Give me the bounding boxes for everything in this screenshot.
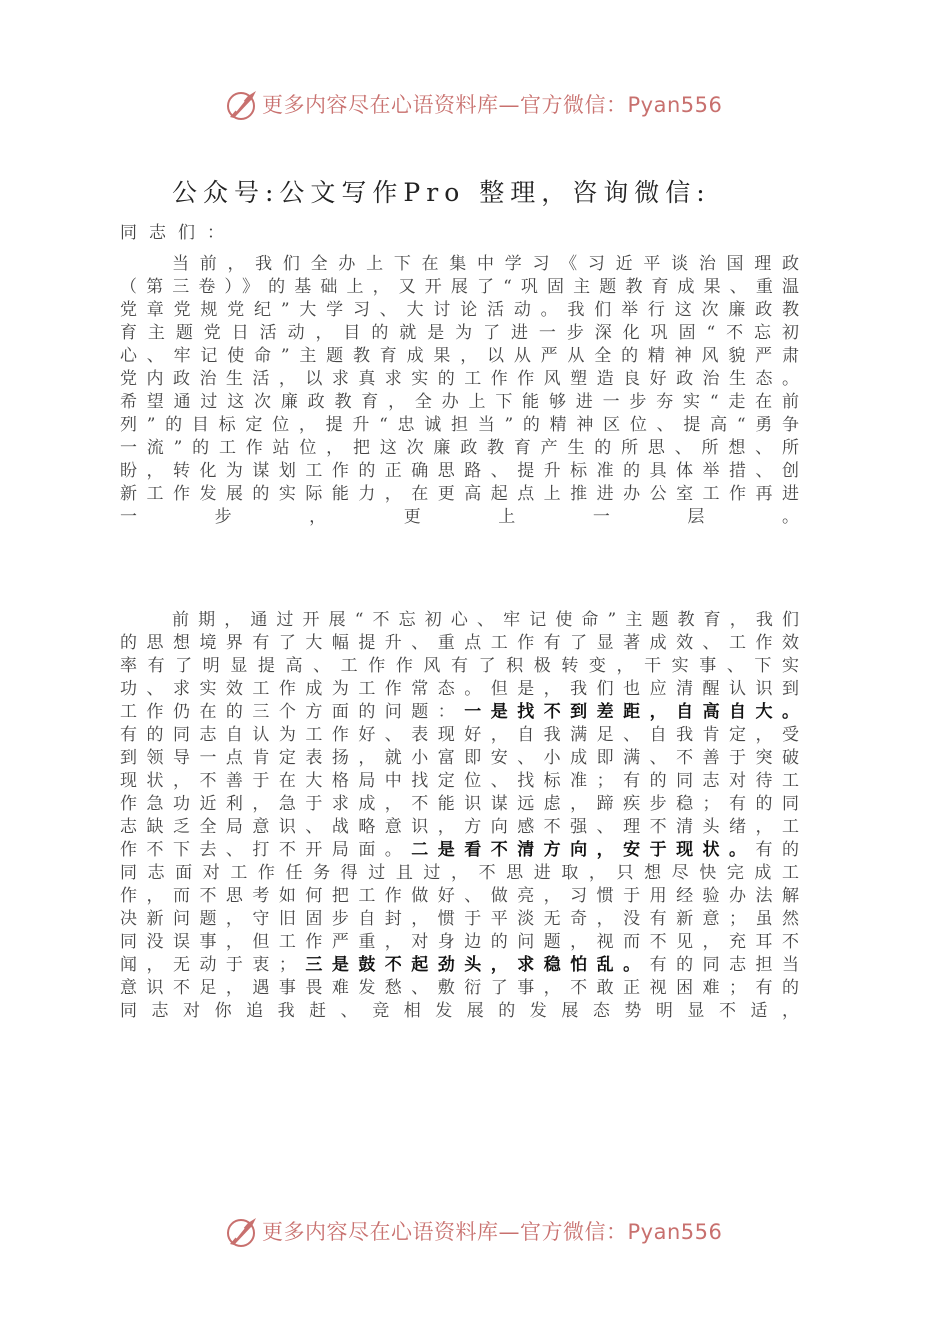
- paragraph-2-text: 前期，通过开展“不忘初心、牢记使命”主题教育，我们的思想境界有了大幅提升、重点工作有了显著成效、工作效率有了明显提高、工作作风有了积极转变，干实事、下实功、求实效工作成为工作常态。但是，我们也应清醒认识到工作仍在的三个方面的问题：: [120, 610, 808, 722]
- paragraph-2-text: 有的同志担当意识不足，遇事畏难发愁、敷衍了事，不敢正视困难；有的同志对你追我赶、竞相发展的发展态势明显不适，: [120, 955, 809, 1021]
- paragraph-1: 当前，我们全办上下在集中学习《习近平谈治国理政（第三卷）》的基础上，又开展了“巩固主题教育成果、重温党章党规党纪”大学习、大讨论活动。我们举行这次廉政教育主题党日活动，目的就是为了进一步深化巩固“不忘初心、牢记使命”主题教育成果，以从严从全的精神风貌严肃党内政治生活，以求真求实的工作作风塑造良好政治生态。希望通过这次廉政教育，全办上下能够进一步夯实“走在前列”的目标定位，提升“忠诚担当”的精神区位、提高“勇争一流”的工作站位，把这次廉政教育产生的所思、所想、所盼，转化为谋划工作的正确思路、提升标准的具体举措、创新工作发展的实际能力，在更高起点上推进办公室工作再进一步，更上一层。: [120, 254, 808, 527]
- bold-point-1: 一是找不到差距，自高自大。: [464, 702, 809, 722]
- paragraph-2: [120, 609, 808, 1023]
- greeting: 同志们：: [120, 223, 236, 243]
- quill-pen-logo-icon: [224, 1214, 260, 1250]
- paragraph-2-text: 有的同志面对工作任务得过且过，不思进取，只想尽快完成工作，而不思考如何把工作做好、做亮，习惯于用经验办法解决新问题，守旧固步自封，惯于平淡无奇，没有新意；虽然同没误事，但工作严重，对身边的问题，视而不见，充耳不闻，无动于衷；: [120, 840, 809, 975]
- footer-banner: [0, 1212, 950, 1252]
- quill-pen-logo-icon: [224, 87, 260, 123]
- banner-text: 更多内容尽在心语资料库—官方微信：Pyan556: [262, 1220, 723, 1244]
- paragraph-2-text: 有的同志自认为工作好、表现好，自我满足、自我肯定，受到领导一点肯定表扬，就小富即安、小成即满、不善于突破现状，不善于在大格局中找定位、找标准；有的同志对待工作急功近利，急于求成，不能识谋远虑，蹄疾步稳；有的同志缺乏全局意识、战略意识，方向感不强、理不清头绪，工作不下去、打不开局面。: [120, 725, 808, 860]
- banner-text: 更多内容尽在心语资料库—官方微信：Pyan556: [262, 93, 723, 117]
- bold-point-2: 二是看不清方向，安于现状。: [411, 840, 756, 860]
- page-title: 公众号:公文写作Pro 整理，咨询微信:: [172, 178, 711, 207]
- header-banner: [0, 85, 950, 125]
- bold-point-3: 三是鼓不起劲头，求稳怕乱。: [304, 955, 650, 975]
